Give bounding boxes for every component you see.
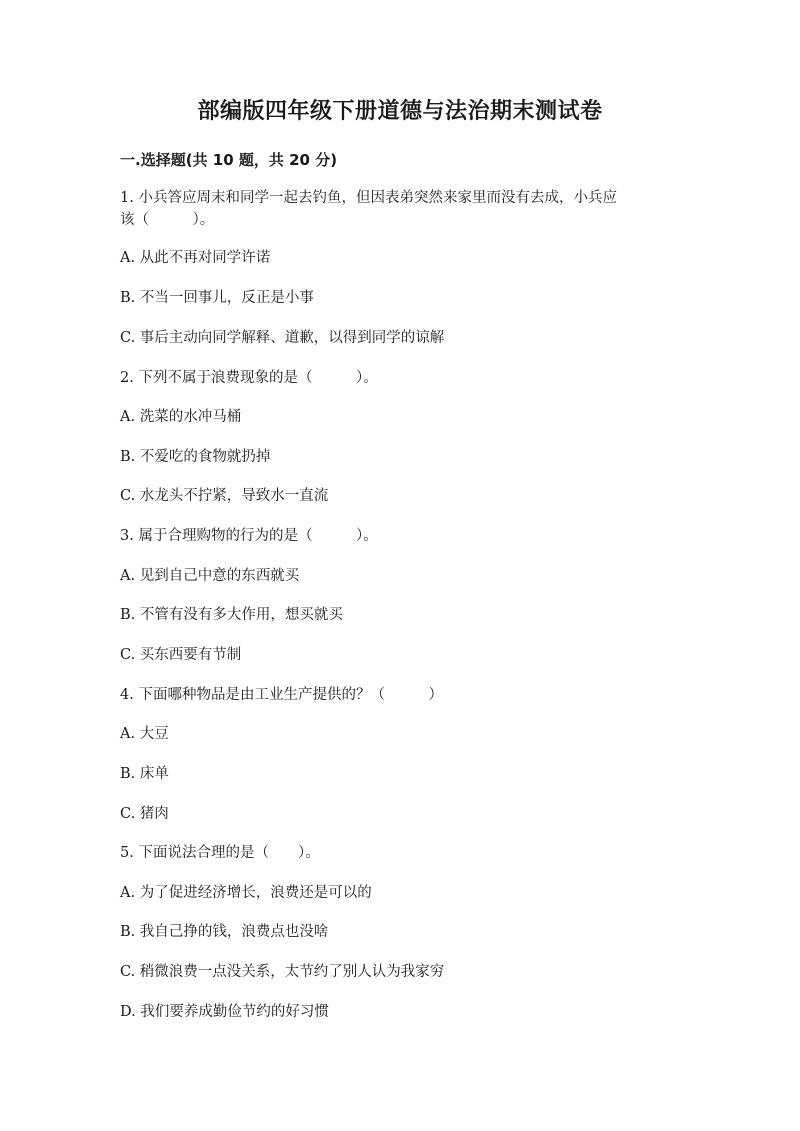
- question-3-option-c: C. 买东西要有节制: [120, 647, 242, 663]
- question-4-stem: 4. 下面哪种物品是由工业生产提供的？（ ）: [120, 687, 443, 703]
- question-5-stem: 5. 下面说法合理的是（ ）。: [120, 845, 320, 861]
- question-1-option-c: C. 事后主动向同学解释、道歉，以得到同学的谅解: [120, 330, 445, 346]
- question-3-stem: 3. 属于合理购物的行为的是（ ）。: [120, 528, 378, 544]
- question-4-option-b: B. 床单: [120, 766, 169, 782]
- question-5-option-b: B. 我自己挣的钱，浪费点也没啥: [120, 924, 329, 940]
- question-1-stem-line-2: 该（ ）。: [120, 212, 215, 228]
- question-1-stem-line-1: 1. 小兵答应周末和同学一起去钓鱼，但因表弟突然来家里而没有去成，小兵应: [120, 190, 617, 206]
- section-heading: 一.选择题(共 10 题，共 20 分): [120, 151, 338, 169]
- page-title: 部编版四年级下册道德与法治期末测试卷: [197, 99, 603, 124]
- question-5-option-c: C. 稍微浪费一点没关系，太节约了别人认为我家穷: [120, 964, 445, 980]
- question-2-stem: 2. 下列不属于浪费现象的是（ ）。: [120, 370, 378, 386]
- question-1-option-a: A. 从此不再对同学许诺: [120, 250, 271, 266]
- question-4-option-a: A. 大豆: [120, 726, 169, 742]
- question-3-option-a: A. 见到自己中意的东西就买: [120, 568, 300, 584]
- question-2-option-b: B. 不爱吃的食物就扔掉: [120, 449, 271, 465]
- question-5-option-a: A. 为了促进经济增长，浪费还是可以的: [120, 885, 372, 901]
- question-4-option-c: C. 猪肉: [120, 806, 169, 822]
- question-2-option-c: C. 水龙头不拧紧，导致水一直流: [120, 488, 329, 504]
- question-5-option-d: D. 我们要养成勤俭节约的好习惯: [120, 1004, 329, 1020]
- question-1-option-b: B. 不当一回事儿，反正是小事: [120, 290, 314, 306]
- question-3-option-b: B. 不管有没有多大作用，想买就买: [120, 607, 343, 623]
- question-2-option-a: A. 洗菜的水冲马桶: [120, 409, 242, 425]
